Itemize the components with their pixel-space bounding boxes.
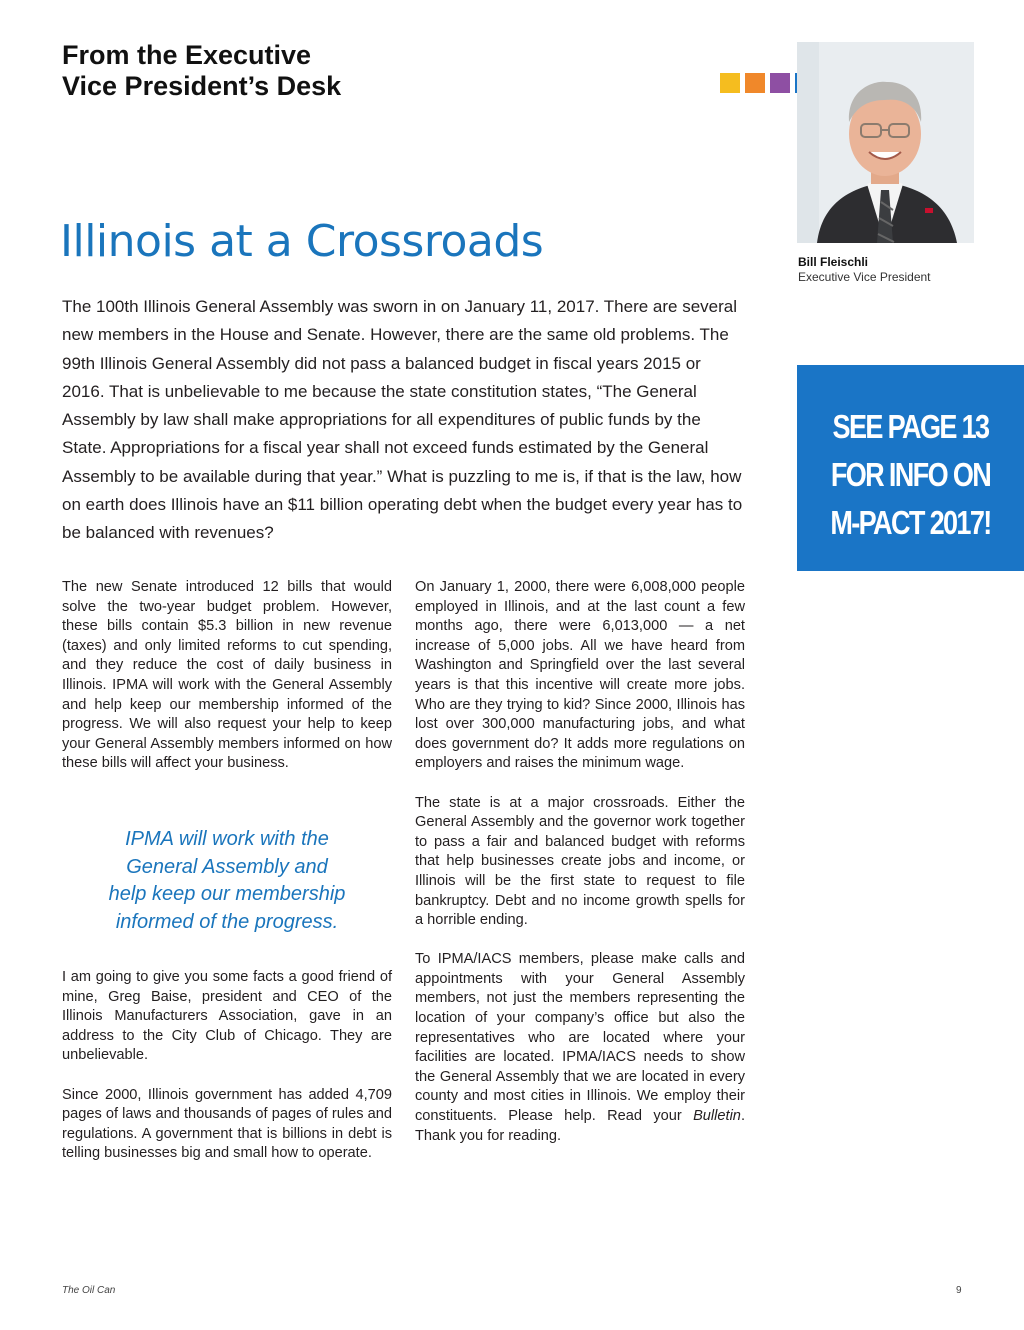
pull-quote-line: informed of the progress.: [115, 910, 339, 933]
promo-box[interactable]: [797, 365, 1024, 571]
accent-square-yellow: [720, 73, 740, 93]
body-text: To IPMA/IACS members, please make calls and appointments with your General Assembly members, not just the members representing the location of your company’s office but also the representatives who are located where your facilities are located. IPMA/IACS needs to show the General Assembly that we are located in every county and most cities in Illinois. We employ their constituents. Please help. Read your: [415, 951, 745, 1125]
promo-line-2: FOR INFO ON: [830, 456, 991, 493]
body-paragraph: [415, 950, 745, 1146]
article-headline: Illinois at a Crossroads: [60, 216, 544, 267]
pull-quote-line: IPMA will work with the: [125, 828, 329, 850]
body-paragraph: The state is at a major crossroads. Either the General Assembly and the governor work together to pass a fair and balanced budget with reforms that help businesses create jobs and income, or Illinois will be the first state to request to file bankruptcy. Debt and no income growth spells for a horrible ending.: [415, 794, 745, 929]
author-name: Bill Fleischli: [798, 255, 869, 269]
footer-publication: The Oil Can: [62, 1285, 116, 1296]
column-left-top: [62, 578, 392, 774]
section-title-line-1: From the Executive: [62, 40, 312, 70]
pull-quote: [62, 826, 392, 936]
author-title: Executive Vice President: [798, 270, 931, 284]
section-title-line-2: Vice President’s Desk: [62, 71, 342, 101]
column-left-bottom: [62, 968, 392, 1164]
publication-name: Bulletin: [693, 1108, 741, 1125]
body-paragraph: I am going to give you some facts a good friend of mine, Greg Baise, president and CEO of the Illinois Manufacturers Association, gave in an address to the City Club of Chicago. They are unbelievable.: [62, 969, 392, 1064]
promo-line-1: SEE PAGE 13: [832, 408, 989, 445]
body-paragraph: On January 1, 2000, there were 6,008,000 people employed in Illinois, and at the last count a few months ago, there were 6,013,000 — a net increase of 5,000 jobs. All we have heard from Washington and Springfield over the last several years is that this incentive will create more jobs. Who are they trying to kid? Since 2000, Illinois has lost over 300,000 manufacturing jobs, and what does government do? It adds more regulations on employers and raises the minimum wage.: [415, 579, 745, 772]
body-text: . Thank you for reading.: [415, 1108, 745, 1144]
accent-square-orange: [745, 73, 765, 93]
column-right: [415, 578, 745, 1146]
accent-square-purple: [770, 73, 790, 93]
promo-line-3: M-PACT 2017!: [830, 504, 991, 541]
author-portrait-illustration: [797, 42, 974, 243]
pull-quote-line: General Assembly and: [126, 855, 328, 878]
lead-paragraph: The 100th Illinois General Assembly was sworn in on January 11, 2017. There are several new members in the House and Senate. However, there are the same old problems. The 99th Illinois General Assembly did not pass a balanced budget in fiscal years 2015 or 2016. That is unbelievable to me because the state constitution states, “The General Assembly by law shall make appropriations for all expenditures of public funds by the State. Appropriations for a fiscal year shall not exceed funds estimated by the General Assembly to be available during that year.” What is puzzling to me is, if that is the law, how on earth does Illinois have an $11 billion operating debt when the budget every year has to be balanced with revenues?: [62, 297, 743, 543]
body-paragraph: Since 2000, Illinois government has added 4,709 pages of laws and thousands of pages of rules and regulations. A government that is billions in debt is telling businesses big and small how to operate.: [62, 1086, 392, 1162]
body-paragraph: The new Senate introduced 12 bills that would solve the two-year budget problem. However, these bills contain $5.3 billion in new revenue (taxes) and only limited reforms to cut spending, and they reduce the cost of daily business in Illinois. IPMA will work with the General Assembly and help keep our membership informed of the progress. We will also request your help to keep your General Assembly members informed on how these bills will affect your business.: [62, 579, 392, 772]
section-title: [62, 40, 482, 102]
pull-quote-line: help keep our membership: [108, 883, 346, 905]
page-number: 9: [956, 1285, 962, 1296]
author-photo: [797, 42, 974, 243]
